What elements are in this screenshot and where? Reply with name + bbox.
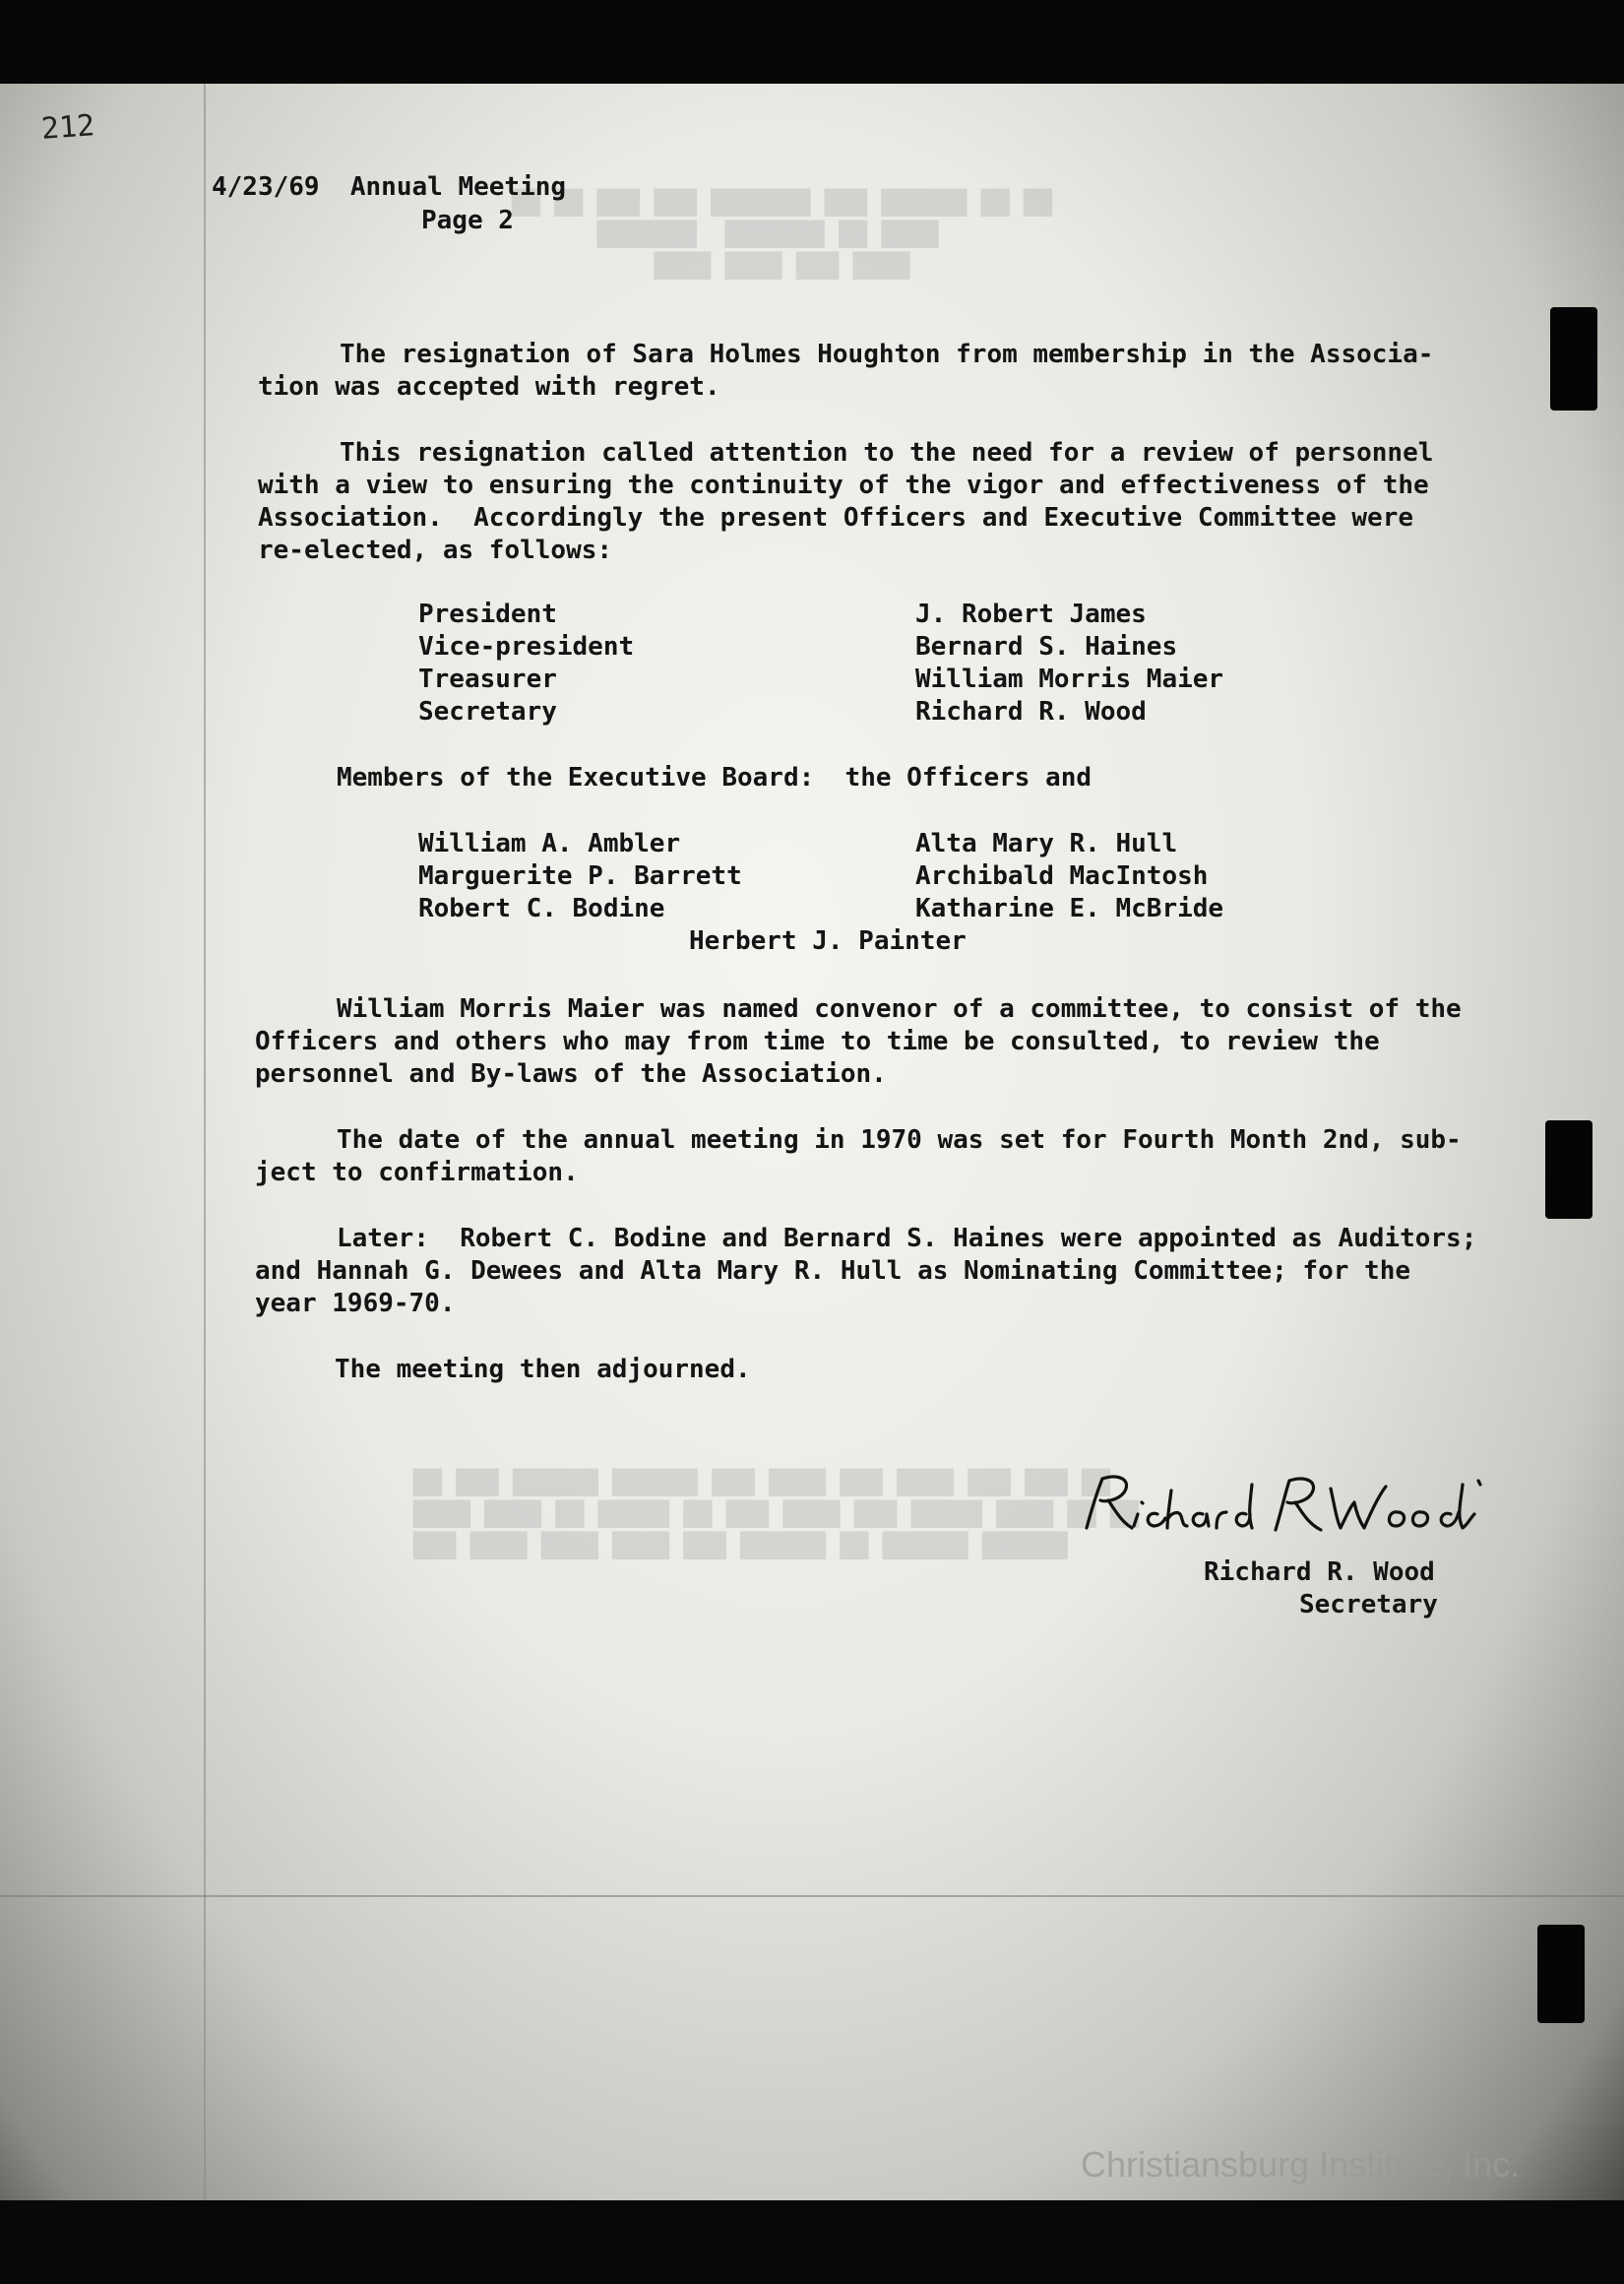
board-member-center: Herbert J. Painter <box>689 926 967 956</box>
officer-title: Secretary <box>418 697 557 727</box>
paragraph-1-line-2: tion was accepted with regret. <box>258 372 720 402</box>
officer-name: Bernard S. Haines <box>915 632 1178 662</box>
board-member-right: Alta Mary R. Hull <box>915 829 1178 858</box>
bleed-through-block-lower: ██ ███ ██████ ██████ ███ ████ ███ ████ ███ ███ ██ ████ ████ ██ █████ ██ ███ ████ ███ █████ ████ ██ ██ ███ ████ ████ ████ ███ ██████ ██ ██████ ██████ <box>413 1469 1139 1559</box>
board-member-left: Marguerite P. Barrett <box>418 861 742 891</box>
punch-hole-middle <box>1545 1120 1593 1219</box>
officer-title: Treasurer <box>418 665 557 694</box>
signature-title: Secretary <box>1299 1590 1438 1619</box>
closing-line: The meeting then adjourned. <box>335 1355 751 1384</box>
signature-name: Richard R. Wood <box>1204 1557 1435 1587</box>
officer-title: President <box>418 600 557 629</box>
board-member-right: Katharine E. McBride <box>915 894 1224 923</box>
paragraph-5-line-3: year 1969-70. <box>255 1289 456 1318</box>
handwritten-signature <box>1073 1467 1486 1555</box>
signature-drawing <box>1073 1467 1486 1555</box>
fold-line <box>0 1895 1624 1897</box>
officer-name: J. Robert James <box>915 600 1147 629</box>
margin-rule <box>204 84 206 2200</box>
officer-name: Richard R. Wood <box>915 697 1147 727</box>
watermark: Christiansburg Institute, Inc. <box>1081 2144 1521 2185</box>
paragraph-1-line-1: The resignation of Sara Holmes Houghton from membership in the Associa- <box>340 340 1434 369</box>
bleed-through-block: ██ ██ ███ ███ ███████ ███ ██████ ██ ██ ███████ ███████ ██ ████ ████ ████ ███ ████ <box>512 189 1053 280</box>
paragraph-4-line-2: ject to confirmation. <box>255 1158 579 1187</box>
officer-name: William Morris Maier <box>915 665 1224 694</box>
paragraph-3-line-1: William Morris Maier was named convenor of a committee, to consist of the <box>337 994 1462 1024</box>
header-page-label: Page 2 <box>421 206 514 235</box>
header-date-title: 4/23/69 Annual Meeting <box>212 172 567 202</box>
paragraph-2-line-2: with a view to ensuring the continuity of the vigor and effectiveness of the <box>258 471 1429 500</box>
paragraph-3-line-2: Officers and others who may from time to time be consulted, to review the <box>255 1027 1380 1056</box>
paragraph-5-line-1: Later: Robert C. Bodine and Bernard S. Haines were appointed as Auditors; <box>337 1224 1477 1253</box>
scan-bottom-border <box>0 2200 1624 2284</box>
scan-top-border <box>0 0 1624 89</box>
board-member-left: William A. Ambler <box>418 829 681 858</box>
paragraph-5-line-2: and Hannah G. Dewees and Alta Mary R. Hull as Nominating Committee; for the <box>255 1256 1410 1286</box>
board-heading: Members of the Executive Board: the Officers and <box>337 763 1093 793</box>
board-member-left: Robert C. Bodine <box>418 894 665 923</box>
paragraph-2-line-3: Association. Accordingly the present Officers and Executive Committee were <box>258 503 1413 533</box>
margin-mark: 212 <box>39 108 96 147</box>
paragraph-2-line-4: re-elected, as follows: <box>258 536 613 565</box>
punch-hole-bottom <box>1537 1925 1585 2023</box>
paragraph-3-line-3: personnel and By-laws of the Association. <box>255 1059 887 1089</box>
punch-hole-top <box>1550 307 1597 411</box>
officer-title: Vice-president <box>418 632 635 662</box>
board-member-right: Archibald MacIntosh <box>915 861 1209 891</box>
paragraph-2-line-1: This resignation called attention to the need for a review of personnel <box>340 438 1434 468</box>
paragraph-4-line-1: The date of the annual meeting in 1970 was set for Fourth Month 2nd, sub- <box>337 1125 1462 1155</box>
